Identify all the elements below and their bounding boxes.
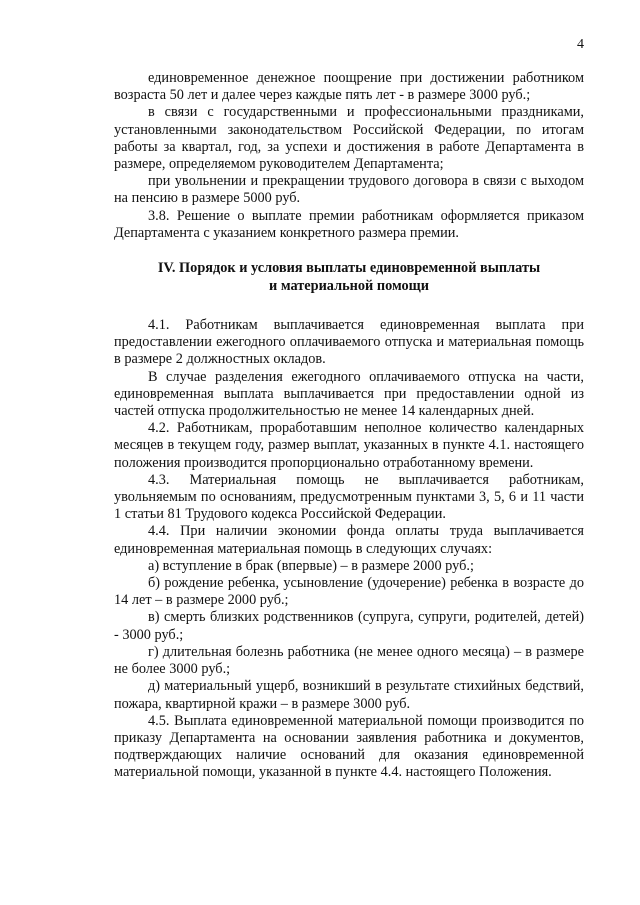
list-item: г) длительная болезнь работника (не менее одного месяца) – в размере не более 3000 руб.; — [114, 643, 584, 678]
paragraph: в связи с государственными и профессиональными праздниками, установленными законодательством Российской Федерации, по итогам работы за квартал, год, за успехи и достижения в работе Департамента в размере, определяемом руководителем Департамента; — [114, 104, 584, 173]
document-body — [114, 70, 584, 782]
paragraph: 4.3. Материальная помощь не выплачивается работникам, увольняемым по основаниям, предусмотренным пунктами 3, 5, 6 и 11 части 1 статьи 81 Трудового кодекса Российской Федерации. — [114, 471, 584, 523]
list-item: в) смерть близких родственников (супруга, супруги, родителей, детей) - 3000 руб.; — [114, 609, 584, 643]
section-heading-line: IV. Порядок и условия выплаты единовременной выплаты — [157, 260, 541, 277]
paragraph: 4.5. Выплата единовременной материальной помощи производится по приказу Департамента на основании заявления работника и документов, подтверждающих наличие оснований для оказания единовременной материальной помощи, указанной в пункте 4.4. настоящего Положения. — [114, 712, 584, 781]
paragraph: 3.8. Решение о выплате премии работникам оформляется приказом Департамента с указанием конкретного размера премии. — [114, 207, 584, 241]
paragraph: 4.4. При наличии экономии фонда оплаты труда выплачивается единовременная материальная помощь в следующих случаях: — [114, 523, 584, 557]
paragraph: В случае разделения ежегодного оплачиваемого отпуска на части, единовременная выплата выплачивается при предоставлении одной из частей отпуска продолжительностью не менее 14 календарных дней. — [114, 368, 584, 420]
paragraph: 4.2. Работникам, проработавшим неполное количество календарных месяцев в текущем году, размер выплат, указанных в пункте 4.1. настоящего положения производится пропорционально отработанному времени. — [114, 420, 584, 471]
paragraph: 4.1. Работникам выплачивается единовременная выплата при предоставлении ежегодного оплачиваемого отпуска и материальная помощь в размере 2 должностных окладов. — [114, 317, 584, 368]
list-item: а) вступление в брак (впервые) – в размере 2000 руб.; — [148, 557, 474, 574]
paragraph: единовременное денежное поощрение при достижении работником возраста 50 лет и далее через каждые пять лет - в размере 3000 руб.; — [114, 70, 584, 104]
section-heading-line: и материальной помощи — [269, 277, 429, 294]
list-item: д) материальный ущерб, возникший в результате стихийных бедствий, пожара, квартирной кражи – в размере 3000 руб. — [114, 678, 584, 712]
page-number: 4 — [577, 37, 584, 52]
list-item: б) рождение ребенка, усыновление (удочерение) ребенка в возрасте до 14 лет – в размере 2000 руб.; — [114, 575, 584, 609]
section-heading — [114, 260, 584, 295]
paragraph: при увольнении и прекращении трудового договора в связи с выходом на пенсию в размере 5000 руб. — [114, 173, 584, 207]
